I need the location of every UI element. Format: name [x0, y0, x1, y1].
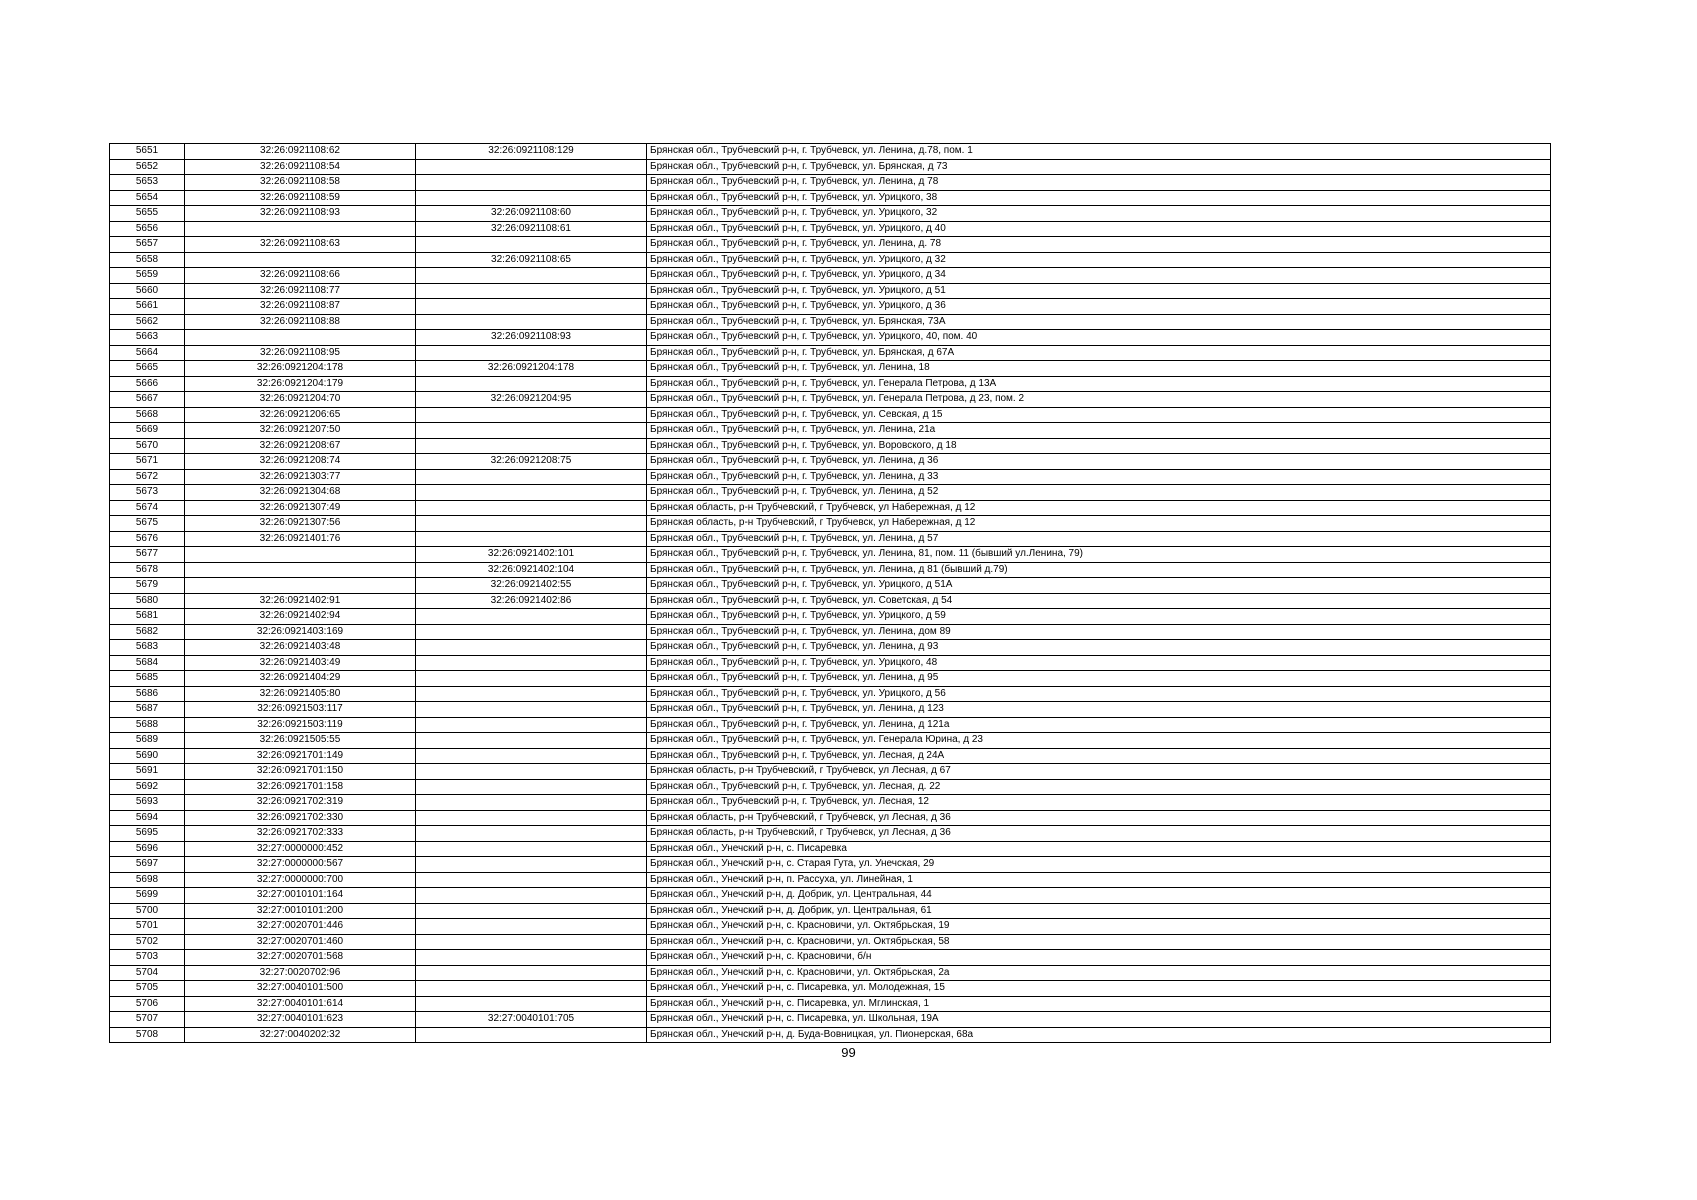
address-cell: Брянская обл., Трубчевский р-н, г. Трубчевск, ул. Ленина, д 81 (бывший д.79) — [647, 562, 1551, 578]
related-cadastral-number-cell — [416, 872, 647, 888]
related-cadastral-number-cell: 32:27:0040101:705 — [416, 1012, 647, 1028]
cadastral-number-cell: 32:26:0921108:77 — [185, 283, 416, 299]
related-cadastral-number-cell — [416, 810, 647, 826]
cadastral-number-cell: 32:26:0921307:56 — [185, 516, 416, 532]
table-row — [110, 841, 1551, 857]
row-number-cell: 5701 — [110, 919, 185, 935]
address-cell: Брянская обл., Трубчевский р-н, г. Трубчевск, ул. Ленина, д 57 — [647, 531, 1551, 547]
cadastral-number-cell — [185, 547, 416, 563]
row-number-cell: 5690 — [110, 748, 185, 764]
cadastral-number-cell: 32:26:0921401:76 — [185, 531, 416, 547]
related-cadastral-number-cell — [416, 609, 647, 625]
row-number-cell: 5653 — [110, 175, 185, 191]
related-cadastral-number-cell — [416, 795, 647, 811]
address-cell: Брянская обл., Унечский р-н, с. Красновичи, ул. Октябрьская, 58 — [647, 934, 1551, 950]
table-row — [110, 810, 1551, 826]
table-row — [110, 717, 1551, 733]
row-number-cell: 5687 — [110, 702, 185, 718]
row-number-cell: 5676 — [110, 531, 185, 547]
row-number-cell: 5692 — [110, 779, 185, 795]
table-row — [110, 299, 1551, 315]
related-cadastral-number-cell: 32:26:0921402:86 — [416, 593, 647, 609]
cadastral-number-cell: 32:26:0921204:70 — [185, 392, 416, 408]
address-cell: Брянская обл., Трубчевский р-н, г. Трубчевск, ул. Ленина, 81, пом. 11 (бывший ул.Ленина, 79) — [647, 547, 1551, 563]
cadastral-number-cell: 32:27:0020701:568 — [185, 950, 416, 966]
table-row — [110, 996, 1551, 1012]
row-number-cell: 5695 — [110, 826, 185, 842]
row-number-cell: 5671 — [110, 454, 185, 470]
table-row — [110, 919, 1551, 935]
related-cadastral-number-cell: 32:26:0921402:55 — [416, 578, 647, 594]
related-cadastral-number-cell — [416, 345, 647, 361]
table-row — [110, 345, 1551, 361]
address-cell: Брянская обл., Унечский р-н, с. Красновичи, ул. Октябрьская, 2а — [647, 965, 1551, 981]
row-number-cell: 5686 — [110, 686, 185, 702]
row-number-cell: 5655 — [110, 206, 185, 222]
table-row — [110, 516, 1551, 532]
table-row — [110, 934, 1551, 950]
related-cadastral-number-cell: 32:26:0921108:60 — [416, 206, 647, 222]
cadastral-number-cell: 32:26:0921402:94 — [185, 609, 416, 625]
address-cell: Брянская обл., Трубчевский р-н, г. Трубчевск, ул. Ленина, 18 — [647, 361, 1551, 377]
address-cell: Брянская обл., Трубчевский р-н, г. Трубчевск, ул. Генерала Петрова, д 13А — [647, 376, 1551, 392]
address-cell: Брянская обл., Трубчевский р-н, г. Трубчевск, ул. Урицкого, д 36 — [647, 299, 1551, 315]
address-cell: Брянская обл., Трубчевский р-н, г. Трубчевск, ул. Брянская, д 67А — [647, 345, 1551, 361]
row-number-cell: 5659 — [110, 268, 185, 284]
table-row — [110, 330, 1551, 346]
row-number-cell: 5700 — [110, 903, 185, 919]
address-cell: Брянская обл., Унечский р-н, д. Добрик, ул. Центральная, 44 — [647, 888, 1551, 904]
address-cell: Брянская обл., Трубчевский р-н, г. Трубчевск, ул. Урицкого, 40, пом. 40 — [647, 330, 1551, 346]
address-cell: Брянская обл., Трубчевский р-н, г. Трубчевск, ул. Генерала Юрина, д 23 — [647, 733, 1551, 749]
address-cell: Брянская обл., Трубчевский р-н, г. Трубчевск, ул. Воровского, д 18 — [647, 438, 1551, 454]
row-number-cell: 5704 — [110, 965, 185, 981]
related-cadastral-number-cell — [416, 826, 647, 842]
table-row — [110, 283, 1551, 299]
related-cadastral-number-cell — [416, 857, 647, 873]
address-cell: Брянская обл., Трубчевский р-н, г. Трубчевск, ул. Ленина, д 121а — [647, 717, 1551, 733]
row-number-cell: 5694 — [110, 810, 185, 826]
address-cell: Брянская обл., Трубчевский р-н, г. Трубчевск, ул. Урицкого, 32 — [647, 206, 1551, 222]
address-cell: Брянская область, р-н Трубчевский, г Трубчевск, ул Набережная, д 12 — [647, 500, 1551, 516]
cadastral-number-cell: 32:27:0010101:164 — [185, 888, 416, 904]
address-cell: Брянская обл., Трубчевский р-н, г. Трубчевск, ул. Ленина, 21а — [647, 423, 1551, 439]
row-number-cell: 5665 — [110, 361, 185, 377]
cadastral-number-cell: 32:26:0921108:87 — [185, 299, 416, 315]
address-cell: Брянская область, р-н Трубчевский, г Трубчевск, ул Лесная, д 36 — [647, 810, 1551, 826]
cadastral-number-cell: 32:27:0020701:460 — [185, 934, 416, 950]
row-number-cell: 5658 — [110, 252, 185, 268]
related-cadastral-number-cell — [416, 965, 647, 981]
cadastral-number-cell — [185, 330, 416, 346]
table-row — [110, 361, 1551, 377]
related-cadastral-number-cell — [416, 531, 647, 547]
related-cadastral-number-cell — [416, 950, 647, 966]
cadastral-number-cell: 32:26:0921403:169 — [185, 624, 416, 640]
table-row — [110, 686, 1551, 702]
address-cell: Брянская обл., Трубчевский р-н, г. Трубчевск, ул. Брянская, 73А — [647, 314, 1551, 330]
cadastral-number-cell: 32:26:0921405:80 — [185, 686, 416, 702]
address-cell: Брянская обл., Трубчевский р-н, г. Трубчевск, ул. Ленина, д 123 — [647, 702, 1551, 718]
address-cell: Брянская обл., Трубчевский р-н, г. Трубчевск, ул. Ленина, д 36 — [647, 454, 1551, 470]
table-row — [110, 531, 1551, 547]
related-cadastral-number-cell — [416, 314, 647, 330]
address-cell: Брянская обл., Унечский р-н, с. Красновичи, б/н — [647, 950, 1551, 966]
related-cadastral-number-cell — [416, 469, 647, 485]
cadastral-number-cell: 32:26:0921702:333 — [185, 826, 416, 842]
table-row — [110, 640, 1551, 656]
table-row — [110, 407, 1551, 423]
table-row — [110, 376, 1551, 392]
row-number-cell: 5698 — [110, 872, 185, 888]
row-number-cell: 5703 — [110, 950, 185, 966]
table-row — [110, 423, 1551, 439]
table-row — [110, 733, 1551, 749]
table-row — [110, 1012, 1551, 1028]
related-cadastral-number-cell: 32:26:0921108:93 — [416, 330, 647, 346]
table-row — [110, 221, 1551, 237]
address-cell: Брянская обл., Трубчевский р-н, г. Трубчевск, ул. Урицкого, 48 — [647, 655, 1551, 671]
related-cadastral-number-cell — [416, 981, 647, 997]
related-cadastral-number-cell — [416, 733, 647, 749]
row-number-cell: 5652 — [110, 159, 185, 175]
cadastral-number-cell: 32:26:0921303:77 — [185, 469, 416, 485]
address-cell: Брянская обл., Трубчевский р-н, г. Трубчевск, ул. Ленина, д 78 — [647, 175, 1551, 191]
cadastral-number-cell: 32:27:0000000:567 — [185, 857, 416, 873]
cadastral-number-cell: 32:27:0000000:700 — [185, 872, 416, 888]
related-cadastral-number-cell — [416, 407, 647, 423]
table-row — [110, 485, 1551, 501]
related-cadastral-number-cell — [416, 500, 647, 516]
related-cadastral-number-cell — [416, 175, 647, 191]
related-cadastral-number-cell — [416, 423, 647, 439]
related-cadastral-number-cell — [416, 283, 647, 299]
table-row — [110, 981, 1551, 997]
cadastral-number-cell: 32:26:0921307:49 — [185, 500, 416, 516]
cadastral-number-cell: 32:26:0921108:63 — [185, 237, 416, 253]
related-cadastral-number-cell: 32:26:0921204:178 — [416, 361, 647, 377]
cadastral-number-cell: 32:27:0020701:446 — [185, 919, 416, 935]
cadastral-number-cell: 32:26:0921108:93 — [185, 206, 416, 222]
address-cell: Брянская обл., Трубчевский р-н, г. Трубчевск, ул. Урицкого, д 51А — [647, 578, 1551, 594]
cadastral-number-cell: 32:26:0921108:66 — [185, 268, 416, 284]
table-row — [110, 438, 1551, 454]
cadastral-number-cell: 32:27:0040101:500 — [185, 981, 416, 997]
table-row — [110, 795, 1551, 811]
cadastral-number-cell: 32:26:0921701:149 — [185, 748, 416, 764]
row-number-cell: 5705 — [110, 981, 185, 997]
related-cadastral-number-cell — [416, 686, 647, 702]
row-number-cell: 5656 — [110, 221, 185, 237]
table-row — [110, 1027, 1551, 1043]
row-number-cell: 5663 — [110, 330, 185, 346]
related-cadastral-number-cell — [416, 159, 647, 175]
table-row — [110, 888, 1551, 904]
related-cadastral-number-cell — [416, 779, 647, 795]
table-row — [110, 593, 1551, 609]
address-cell: Брянская обл., Трубчевский р-н, г. Трубчевск, ул. Ленина, д 95 — [647, 671, 1551, 687]
related-cadastral-number-cell — [416, 919, 647, 935]
table-row — [110, 872, 1551, 888]
table-row — [110, 190, 1551, 206]
table-row — [110, 764, 1551, 780]
row-number-cell: 5707 — [110, 1012, 185, 1028]
related-cadastral-number-cell — [416, 717, 647, 733]
table-row — [110, 779, 1551, 795]
table-row — [110, 826, 1551, 842]
address-cell: Брянская обл., Унечский р-н, д. Добрик, ул. Центральная, 61 — [647, 903, 1551, 919]
related-cadastral-number-cell: 32:26:0921402:101 — [416, 547, 647, 563]
row-number-cell: 5672 — [110, 469, 185, 485]
related-cadastral-number-cell — [416, 190, 647, 206]
cadastral-number-cell: 32:26:0921108:95 — [185, 345, 416, 361]
cadastral-number-cell: 32:26:0921206:65 — [185, 407, 416, 423]
related-cadastral-number-cell — [416, 671, 647, 687]
table-row — [110, 671, 1551, 687]
row-number-cell: 5681 — [110, 609, 185, 625]
row-number-cell: 5675 — [110, 516, 185, 532]
cadastral-number-cell: 32:26:0921404:29 — [185, 671, 416, 687]
related-cadastral-number-cell: 32:26:0921204:95 — [416, 392, 647, 408]
address-cell: Брянская обл., Трубчевский р-н, г. Трубчевск, ул. Ленина, д.78, пом. 1 — [647, 144, 1551, 160]
table-row — [110, 159, 1551, 175]
cadastral-number-cell: 32:27:0020702:96 — [185, 965, 416, 981]
table-row — [110, 965, 1551, 981]
cadastral-number-cell: 32:26:0921208:74 — [185, 454, 416, 470]
address-cell: Брянская обл., Унечский р-н, с. Писаревка, ул. Школьная, 19А — [647, 1012, 1551, 1028]
cadastral-number-cell: 32:26:0921503:117 — [185, 702, 416, 718]
table-row — [110, 454, 1551, 470]
cadastral-number-cell: 32:26:0921208:67 — [185, 438, 416, 454]
related-cadastral-number-cell — [416, 624, 647, 640]
cadastral-number-cell: 32:27:0010101:200 — [185, 903, 416, 919]
cadastral-number-cell: 32:26:0921108:88 — [185, 314, 416, 330]
row-number-cell: 5679 — [110, 578, 185, 594]
cadastral-number-cell: 32:26:0921207:50 — [185, 423, 416, 439]
row-number-cell: 5673 — [110, 485, 185, 501]
row-number-cell: 5654 — [110, 190, 185, 206]
related-cadastral-number-cell: 32:26:0921208:75 — [416, 454, 647, 470]
address-cell: Брянская область, р-н Трубчевский, г Трубчевск, ул Лесная, д 67 — [647, 764, 1551, 780]
related-cadastral-number-cell — [416, 516, 647, 532]
table-row — [110, 392, 1551, 408]
table-row — [110, 950, 1551, 966]
table-row — [110, 314, 1551, 330]
address-cell: Брянская обл., Трубчевский р-н, г. Трубчевск, ул. Урицкого, 38 — [647, 190, 1551, 206]
row-number-cell: 5664 — [110, 345, 185, 361]
row-number-cell: 5691 — [110, 764, 185, 780]
row-number-cell: 5697 — [110, 857, 185, 873]
related-cadastral-number-cell: 32:26:0921108:129 — [416, 144, 647, 160]
row-number-cell: 5666 — [110, 376, 185, 392]
cadastral-number-cell — [185, 562, 416, 578]
address-cell: Брянская обл., Трубчевский р-н, г. Трубчевск, ул. Лесная, 12 — [647, 795, 1551, 811]
address-cell: Брянская обл., Трубчевский р-н, г. Трубчевск, ул. Урицкого, д 56 — [647, 686, 1551, 702]
row-number-cell: 5680 — [110, 593, 185, 609]
related-cadastral-number-cell — [416, 888, 647, 904]
table-row — [110, 547, 1551, 563]
cadastral-number-cell — [185, 252, 416, 268]
related-cadastral-number-cell — [416, 764, 647, 780]
table-row — [110, 469, 1551, 485]
row-number-cell: 5674 — [110, 500, 185, 516]
related-cadastral-number-cell — [416, 748, 647, 764]
address-cell: Брянская обл., Унечский р-н, п. Рассуха, ул. Линейная, 1 — [647, 872, 1551, 888]
row-number-cell: 5685 — [110, 671, 185, 687]
row-number-cell: 5660 — [110, 283, 185, 299]
address-cell: Брянская обл., Унечский р-н, с. Красновичи, ул. Октябрьская, 19 — [647, 919, 1551, 935]
table-row — [110, 578, 1551, 594]
address-cell: Брянская обл., Унечский р-н, с. Писаревка, ул. Мглинская, 1 — [647, 996, 1551, 1012]
cadastral-number-cell: 32:26:0921204:179 — [185, 376, 416, 392]
cadastral-number-cell: 32:26:0921402:91 — [185, 593, 416, 609]
cadastral-number-cell: 32:26:0921702:319 — [185, 795, 416, 811]
table-row — [110, 175, 1551, 191]
related-cadastral-number-cell — [416, 934, 647, 950]
row-number-cell: 5684 — [110, 655, 185, 671]
cadastral-number-cell — [185, 221, 416, 237]
table-row — [110, 206, 1551, 222]
related-cadastral-number-cell — [416, 640, 647, 656]
cadastral-number-cell — [185, 578, 416, 594]
row-number-cell: 5670 — [110, 438, 185, 454]
table-row — [110, 857, 1551, 873]
row-number-cell: 5669 — [110, 423, 185, 439]
related-cadastral-number-cell — [416, 237, 647, 253]
related-cadastral-number-cell — [416, 655, 647, 671]
cadastral-number-cell: 32:27:0000000:452 — [185, 841, 416, 857]
table-row — [110, 609, 1551, 625]
cadastral-number-cell: 32:26:0921503:119 — [185, 717, 416, 733]
address-cell: Брянская обл., Унечский р-н, д. Буда-Вовницкая, ул. Пионерская, 68а — [647, 1027, 1551, 1043]
row-number-cell: 5702 — [110, 934, 185, 950]
related-cadastral-number-cell — [416, 1027, 647, 1043]
address-cell: Брянская обл., Унечский р-н, с. Писаревка, ул. Молодежная, 15 — [647, 981, 1551, 997]
related-cadastral-number-cell — [416, 841, 647, 857]
address-cell: Брянская обл., Трубчевский р-н, г. Трубчевск, ул. Ленина, д 93 — [647, 640, 1551, 656]
table-row — [110, 562, 1551, 578]
row-number-cell: 5696 — [110, 841, 185, 857]
address-cell: Брянская обл., Трубчевский р-н, г. Трубчевск, ул. Урицкого, д 40 — [647, 221, 1551, 237]
address-cell: Брянская обл., Трубчевский р-н, г. Трубчевск, ул. Урицкого, д 34 — [647, 268, 1551, 284]
cadastral-number-cell: 32:26:0921702:330 — [185, 810, 416, 826]
cadastral-number-cell: 32:26:0921304:68 — [185, 485, 416, 501]
property-table — [109, 143, 1551, 1043]
row-number-cell: 5688 — [110, 717, 185, 733]
row-number-cell: 5689 — [110, 733, 185, 749]
address-cell: Брянская обл., Трубчевский р-н, г. Трубчевск, ул. Лесная, д. 22 — [647, 779, 1551, 795]
table-row — [110, 655, 1551, 671]
related-cadastral-number-cell — [416, 268, 647, 284]
related-cadastral-number-cell — [416, 485, 647, 501]
address-cell: Брянская обл., Трубчевский р-н, г. Трубчевск, ул. Ленина, д. 78 — [647, 237, 1551, 253]
address-cell: Брянская область, р-н Трубчевский, г Трубчевск, ул Лесная, д 36 — [647, 826, 1551, 842]
page-number: 99 — [841, 1045, 856, 1060]
related-cadastral-number-cell: 32:26:0921402:104 — [416, 562, 647, 578]
cadastral-number-cell: 32:27:0040101:623 — [185, 1012, 416, 1028]
row-number-cell: 5651 — [110, 144, 185, 160]
row-number-cell: 5682 — [110, 624, 185, 640]
cadastral-number-cell: 32:26:0921403:48 — [185, 640, 416, 656]
cadastral-number-cell: 32:27:0040202:32 — [185, 1027, 416, 1043]
row-number-cell: 5699 — [110, 888, 185, 904]
related-cadastral-number-cell — [416, 438, 647, 454]
address-cell: Брянская обл., Унечский р-н, с. Старая Гута, ул. Унечская, 29 — [647, 857, 1551, 873]
row-number-cell: 5668 — [110, 407, 185, 423]
address-cell: Брянская обл., Трубчевский р-н, г. Трубчевск, ул. Урицкого, д 32 — [647, 252, 1551, 268]
address-cell: Брянская обл., Трубчевский р-н, г. Трубчевск, ул. Брянская, д 73 — [647, 159, 1551, 175]
table-row — [110, 748, 1551, 764]
property-table-body — [110, 144, 1551, 1043]
related-cadastral-number-cell — [416, 376, 647, 392]
address-cell: Брянская область, р-н Трубчевский, г Трубчевск, ул Набережная, д 12 — [647, 516, 1551, 532]
table-row — [110, 624, 1551, 640]
row-number-cell: 5662 — [110, 314, 185, 330]
cadastral-number-cell: 32:26:0921505:55 — [185, 733, 416, 749]
address-cell: Брянская обл., Трубчевский р-н, г. Трубчевск, ул. Ленина, дом 89 — [647, 624, 1551, 640]
cadastral-number-cell: 32:26:0921108:54 — [185, 159, 416, 175]
address-cell: Брянская обл., Трубчевский р-н, г. Трубчевск, ул. Ленина, д 33 — [647, 469, 1551, 485]
table-row — [110, 237, 1551, 253]
row-number-cell: 5677 — [110, 547, 185, 563]
row-number-cell: 5683 — [110, 640, 185, 656]
address-cell: Брянская обл., Трубчевский р-н, г. Трубчевск, ул. Урицкого, д 59 — [647, 609, 1551, 625]
cadastral-number-cell: 32:26:0921108:58 — [185, 175, 416, 191]
address-cell: Брянская обл., Трубчевский р-н, г. Трубчевск, ул. Севская, д 15 — [647, 407, 1551, 423]
row-number-cell: 5661 — [110, 299, 185, 315]
table-row — [110, 268, 1551, 284]
related-cadastral-number-cell — [416, 702, 647, 718]
row-number-cell: 5706 — [110, 996, 185, 1012]
row-number-cell: 5693 — [110, 795, 185, 811]
related-cadastral-number-cell: 32:26:0921108:65 — [416, 252, 647, 268]
cadastral-number-cell: 32:26:0921701:158 — [185, 779, 416, 795]
related-cadastral-number-cell — [416, 903, 647, 919]
row-number-cell: 5708 — [110, 1027, 185, 1043]
address-cell: Брянская обл., Трубчевский р-н, г. Трубчевск, ул. Урицкого, д 51 — [647, 283, 1551, 299]
cadastral-number-cell: 32:26:0921108:59 — [185, 190, 416, 206]
table-row — [110, 702, 1551, 718]
address-cell: Брянская обл., Трубчевский р-н, г. Трубчевск, ул. Генерала Петрова, д 23, пом. 2 — [647, 392, 1551, 408]
table-row — [110, 252, 1551, 268]
table-row — [110, 500, 1551, 516]
cadastral-number-cell: 32:26:0921204:178 — [185, 361, 416, 377]
cadastral-number-cell: 32:26:0921701:150 — [185, 764, 416, 780]
row-number-cell: 5657 — [110, 237, 185, 253]
row-number-cell: 5667 — [110, 392, 185, 408]
related-cadastral-number-cell — [416, 996, 647, 1012]
address-cell: Брянская обл., Трубчевский р-н, г. Трубчевск, ул. Ленина, д 52 — [647, 485, 1551, 501]
related-cadastral-number-cell — [416, 299, 647, 315]
row-number-cell: 5678 — [110, 562, 185, 578]
address-cell: Брянская обл., Трубчевский р-н, г. Трубчевск, ул. Лесная, д 24А — [647, 748, 1551, 764]
cadastral-number-cell: 32:26:0921108:62 — [185, 144, 416, 160]
cadastral-number-cell: 32:26:0921403:49 — [185, 655, 416, 671]
address-cell: Брянская обл., Трубчевский р-н, г. Трубчевск, ул. Советская, д 54 — [647, 593, 1551, 609]
cadastral-number-cell: 32:27:0040101:614 — [185, 996, 416, 1012]
related-cadastral-number-cell: 32:26:0921108:61 — [416, 221, 647, 237]
table-row — [110, 903, 1551, 919]
table-row — [110, 144, 1551, 160]
address-cell: Брянская обл., Унечский р-н, с. Писаревка — [647, 841, 1551, 857]
